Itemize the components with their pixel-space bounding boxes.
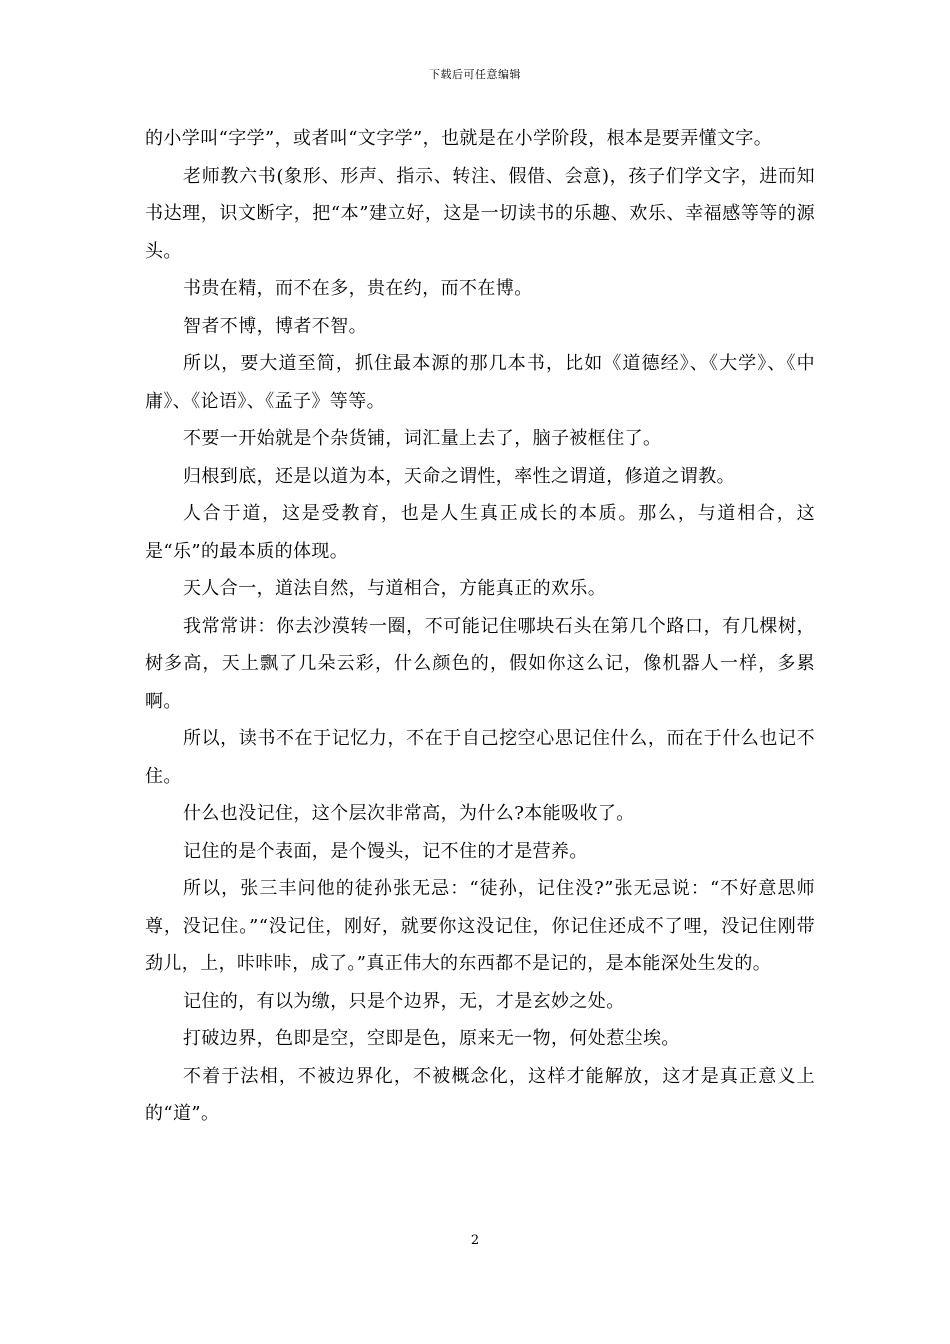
- page-header: 下载后可任意编辑: [429, 68, 521, 81]
- paragraph: 不着于法相，不被边界化，不被概念化，这样才能解放，这才是真正意义上的“道”。: [145, 1065, 815, 1124]
- paragraph: 打破边界，色即是空，空即是色，原来无一物，何处惹尘埃。: [183, 1028, 680, 1049]
- paragraph: 的小学叫“字学”，或者叫“文字学”，也就是在小学阶段，根本是要弄懂文字。: [145, 128, 773, 149]
- paragraph: 所以，要大道至简，抓住最本源的那几本书，比如《道德经》、《大学》、《中庸》、《论语》、《孟子》等等。: [145, 353, 815, 412]
- paragraph: 天人合一，道法自然，与道相合，方能真正的欢乐。: [183, 578, 607, 599]
- paragraph: 什么也没记住，这个层次非常高，为什么?本能吸收了。: [183, 803, 635, 824]
- paragraph: 归根到底，还是以道为本，天命之谓性，率性之谓道，修道之谓教。: [183, 465, 735, 487]
- body-text: [145, 120, 815, 1133]
- paragraph: 我常常讲：你去沙漠转一圈，不可能记住哪块石头在第几个路口，有几棵树，树多高，天上飘了几朵云彩，什么颜色的，假如你这么记，像机器人一样，多累啊。: [145, 615, 815, 712]
- paragraph: 记住的，有以为缴，只是个边界，无，才是玄妙之处。: [183, 990, 625, 1012]
- paragraph: 所以，张三丰问他的徒孙张无忌：“徒孙，记住没?”张无忌说：“不好意思师尊，没记住。”“没记住，刚好，就要你这没记住，你记住还成不了哩，没记住刚带劲儿，上，咔咔咔，成了。”真正伟大的东西都不是记的，是本能深处生发的。: [145, 878, 815, 974]
- paragraph: 不要一开始就是个杂货铺，词汇量上去了，脑子被框住了。: [183, 428, 662, 449]
- paragraph: 书贵在精，而不在多，贵在约，而不在博。: [183, 278, 533, 299]
- paragraph: 所以，读书不在于记忆力，不在于自己挖空心思记住什么，而在于什么也记不住。: [145, 728, 815, 787]
- page-number: 2: [470, 1233, 480, 1248]
- paragraph: 记住的是个表面，是个馒头，记不住的才是营养。: [183, 840, 588, 862]
- paragraph: 智者不博，博者不智。: [183, 315, 367, 337]
- paragraph: 人合于道，这是受教育，也是人生真正成长的本质。那么，与道相合，这是“乐”的最本质的体现。: [145, 503, 815, 562]
- paragraph: 老师教六书(象形、形声、指示、转注、假借、会意)，孩子们学文字，进而知书达理，识文断字，把“本”建立好，这是一切读书的乐趣、欢乐、幸福感等等的源头。: [145, 165, 815, 262]
